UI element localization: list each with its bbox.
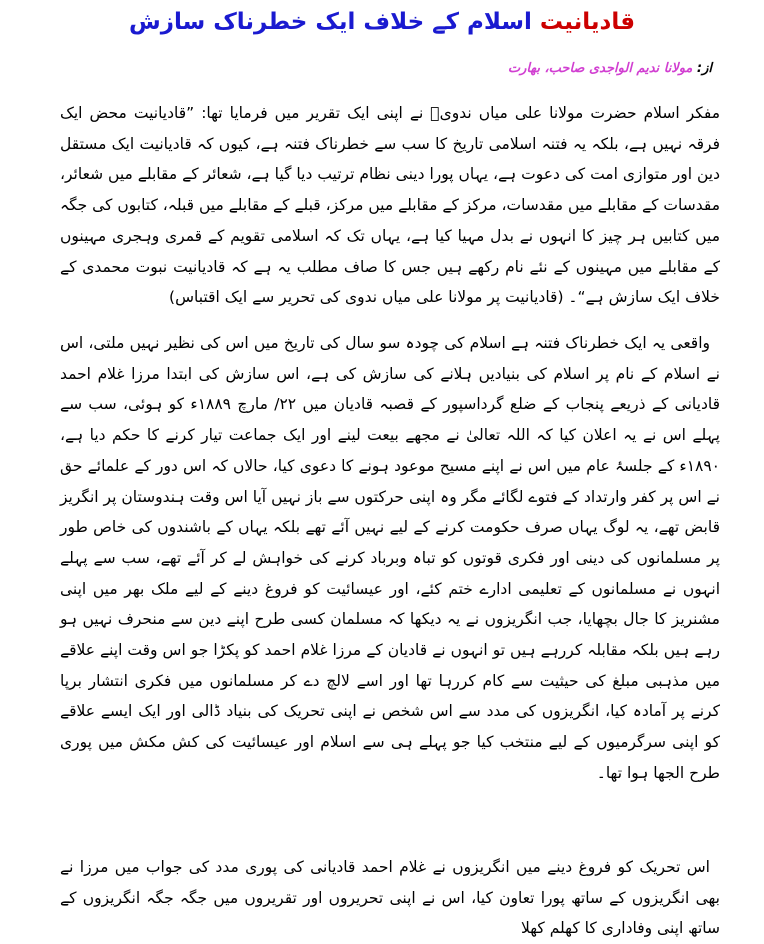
author-name: مولانا ندیم الواجدی صاحب، بھارت [507, 61, 693, 76]
paragraph-3-text: اس تحریک کو فروغ دینے میں انگریزوں نے غلام احمد قادیانی کی پوری مدد کی جواب میں مرزا نے بھی انگریزوں کے ساتھ پورا تعاون کیا، اس نے اپنی تحریروں اور تقریروں میں جگہ جگہ انگریزوں کے ساتھ اپنی وفاداری کا کھلم کھلا [60, 858, 720, 938]
paragraph-1-text: مفکر اسلام حضرت مولانا علی میاں ندویؒ نے اپنی ایک تقریر میں فرمایا تھا: ”قادیانیت محض ایک فرقہ نہیں ہے، بلکہ یہ فتنہ اسلامی تاریخ کا سب سے خطرناک فتنہ ہے، کیوں کہ قادیانیت ایک مستقل دین اور متوازی امت کی دعوت ہے، یہاں پورا دینی نظام ترتیب دیا گیا ہے، شعائر کے مقابلے میں شعائر، مقدسات کے مقابلے میں مقدسات، مرکز کے مقابلے میں مرکز، قبلے کے مقابلے میں قبلہ، کتابوں کی جگہ میں کتابیں ہر چیز کا انہوں نے بدل مہیا کیا ہے، یہاں تک کہ اسلامی تقویم کے قمری وہجری مہینوں کے مقابلے میں مہینوں کے نئے نام رکھے ہیں جس کا صاف مطلب یہ ہے کہ قادیانیت نبوت محمدی کے خلاف ایک سازش ہے“۔ (قادیانیت پر مولانا علی میاں ندوی کی تحریر سے ایک اقتباس) [59, 104, 720, 307]
author-line [508, 58, 712, 80]
paragraph-2-text: واقعی یہ ایک خطرناک فتنہ ہے اسلام کی چودہ سو سال کی تاریخ میں اس کی نظیر نہیں ملتی، اس نے اسلام کے نام پر اسلام کی بنیادیں ہلانے کی سازش کی ہے، اس سازش کی ابتدا مرزا غلام احمد قادیانی کے ذریعے پنجاب کے ضلع گرداسپور کے قصبہ قادیان میں ۲۲/ مارچ ۱۸۸۹ء کو ہوئی، سب سے پہلے اس نے یہ اعلان کیا کہ اللہ تعالیٰ نے مجھے بیعت لینے اور ایک جماعت تیار کرنے کا حکم دیا ہے، ۱۸۹۰ء کے جلسۂ عام میں اس نے اپنے مسیح موعود ہونے کا دعوی کیا، حالاں کہ اس دور کے علمائے حق نے اس پر کفر وارتداد کے فتوے لگائے مگر وہ اپنی حرکتوں سے باز نہیں آیا اس وقت ہندوستان پر انگریز قابض تھے، یہ لوگ یہاں صرف حکومت کرنے کے لیے نہیں آئے تھے بلکہ یہاں کے باشندوں کی خاص طور پر مسلمانوں کی دینی اور فکری قوتوں کو تباہ وبرباد کرنے کی خواہش لے کر آئے تھے، سب سے پہلے انہوں نے مسلمانوں کے تعلیمی ادارے ختم کئے، اور عیسائیت کو فروغ دینے کے لیے ملک بھر میں اپنی مشنریز کا جال بچھایا، جب انگریزوں نے یہ دیکھا کہ مسلمان کسی طرح اپنے دین سے منحرف نہیں ہو رہے ہیں بلکہ مقابلہ کررہے ہیں تو انہوں نے قادیان کے مرزا غلام احمد کو پکڑا جو اس وقت اپنے علاقے میں مذہبی مبلغ کی حیثیت سے کام کررہا تھا اور اسے لالچ دے کر مسلمانوں میں فکری انتشار برپا کرنے پر آمادہ کیا، انگریزوں کی مدد سے اس شخص نے اپنی تحریک کی بنیاد ڈالی اور ایک ایسے علاقے کو اپنی سرگرمیوں کے لیے منتخب کیا جو پہلے ہی سے اسلام اور عیسائیت کی کش مکش میں پوری طرح الجھا ہوا تھا۔ [60, 334, 720, 782]
paragraph-2 [60, 328, 720, 789]
title-highlight: قادیانیت [539, 9, 636, 35]
title-main: اسلام کے خلاف ایک خطرناک سازش [128, 9, 532, 35]
paragraph-1 [60, 98, 720, 313]
article-title [0, 6, 764, 38]
author-label: از: [696, 61, 712, 76]
paragraph-3 [60, 852, 720, 944]
